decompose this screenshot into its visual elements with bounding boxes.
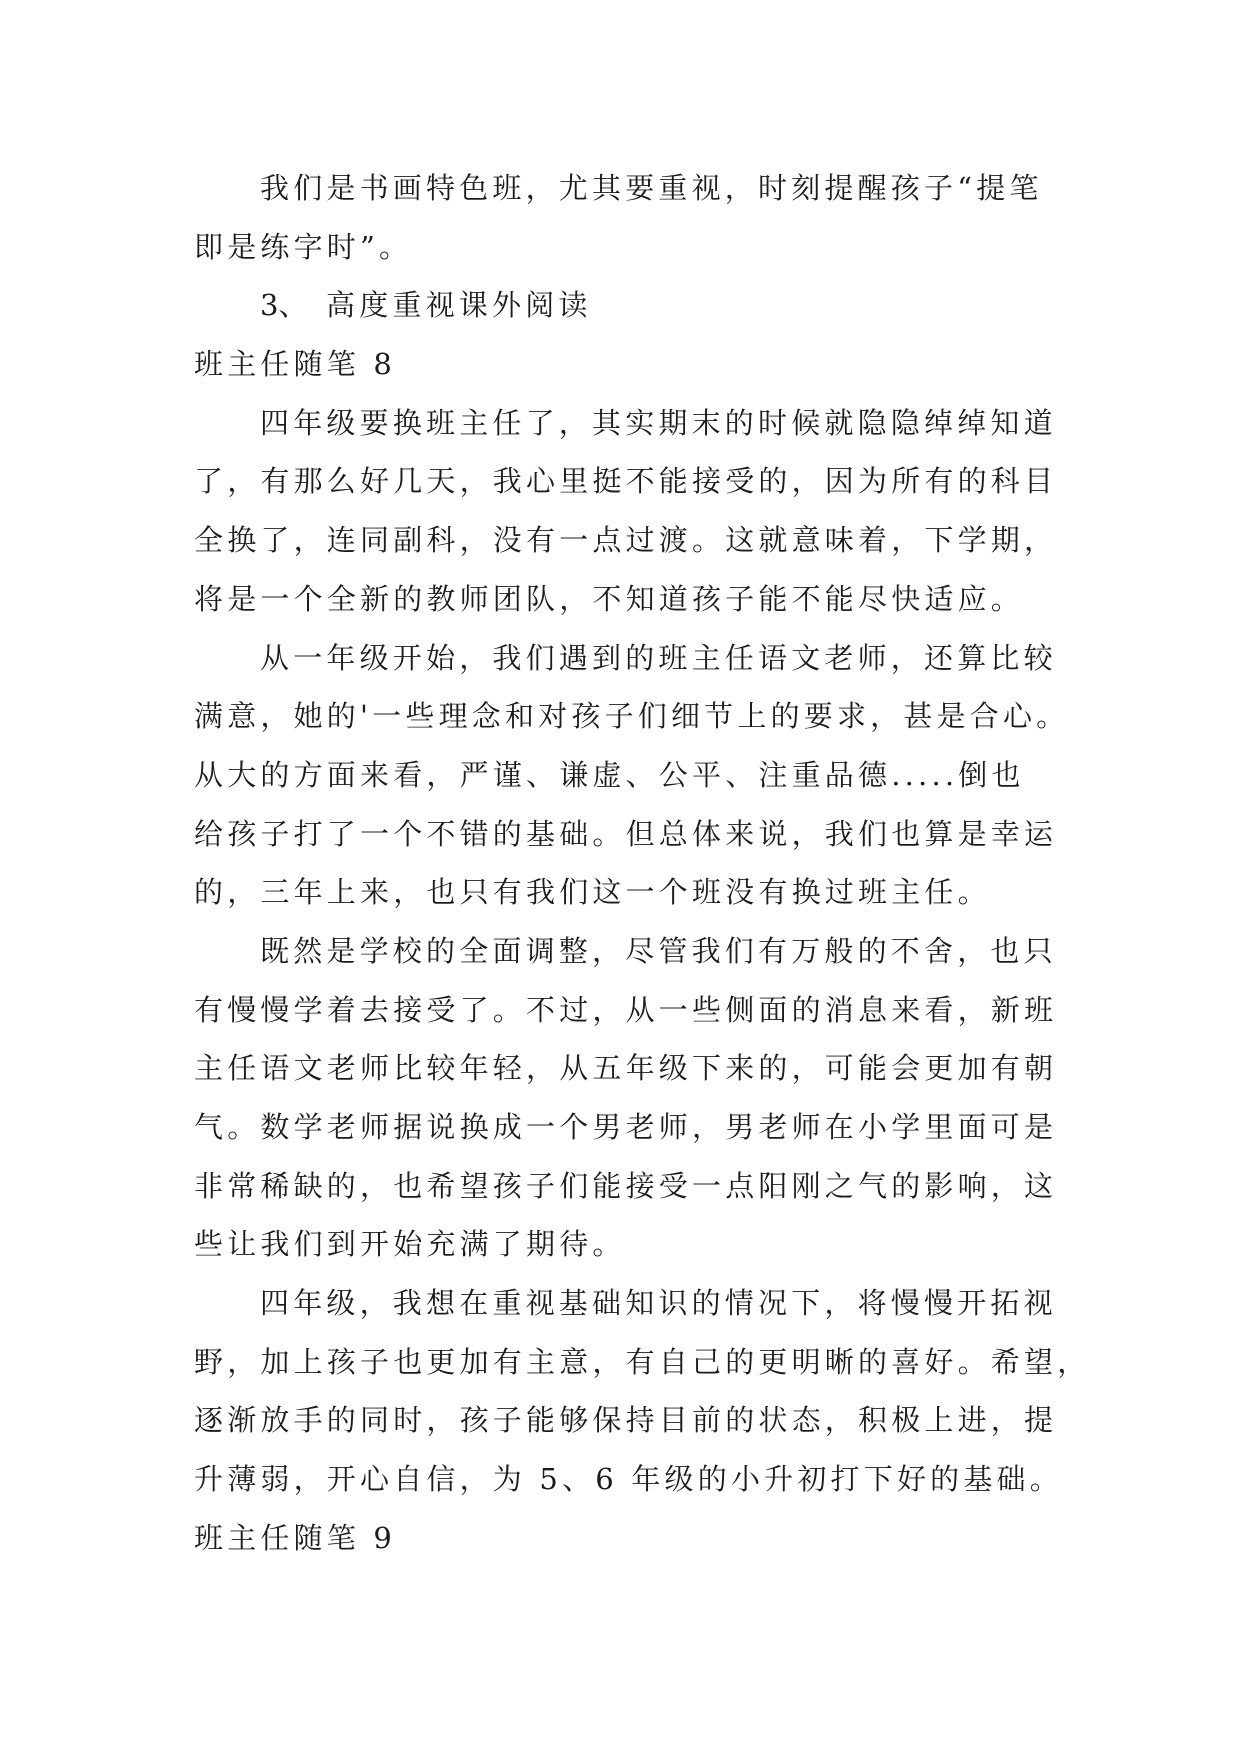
essay-title: 班主任随笔 8 [194,347,397,382]
paragraph-line: 四年级要换班主任了，其实期末的时候就隐隐绰绰知道 [260,405,1057,440]
paragraph-line: 从大的方面来看，严谨、谦虚、公平、注重品德.....倒也 [194,757,1025,792]
paragraph-line: 全换了，连同副科，没有一点过渡。这就意味着，下学期， [194,523,1058,558]
paragraph-line: 非常稀缺的，也希望孩子们能接受一点阳刚之气的影响，这 [194,1168,1058,1203]
paragraph-line: 主任语文老师比较年轻，从五年级下来的，可能会更加有朝 [194,1051,1058,1086]
paragraph-line: 即是练字时”。 [194,229,413,264]
paragraph-line: 满意，她的'一些理念和对孩子们细节上的要求，甚是合心。 [194,699,1070,734]
paragraph-line: 将是一个全新的教师团队，不知道孩子能不能尽快适应。 [194,581,1025,616]
paragraph-line: 从一年级开始，我们遇到的班主任语文老师，还算比较 [260,640,1057,675]
paragraph-line: 野，加上孩子也更加有主意，有自己的更明晰的喜好。希望， [194,1344,1091,1379]
paragraph-line: 升薄弱，开心自信，为 5、6 年级的小升初打下好的基础。 [194,1462,1063,1497]
list-item [194,276,1094,335]
paragraph-line: 有慢慢学着去接受了。不过，从一些侧面的消息来看，新班 [194,992,1058,1027]
paragraph-line: 气。数学老师据说换成一个男老师，男老师在小学里面可是 [194,1110,1058,1144]
list-item-number: 3、 [260,288,308,323]
paragraph-line: 给孩子打了一个不错的基础。但总体来说，我们也算是幸运 [194,816,1058,851]
document-page [194,159,1094,1568]
list-item-text: 高度重视课外阅读 [326,288,592,323]
paragraph-line: 的，三年上来，也只有我们这一个班没有换过班主任。 [194,875,991,910]
paragraph-line: 四年级，我想在重视基础知识的情况下，将慢慢开拓视 [260,1286,1057,1321]
paragraph-line: 了，有那么好几天，我心里挺不能接受的，因为所有的科目 [194,464,1058,499]
paragraph-line: 既然是学校的全面调整，尽管我们有万般的不舍，也只 [260,933,1057,968]
paragraph-line: 我们是书画特色班，尤其要重视，时刻提醒孩子“提笔 [260,171,1043,205]
paragraph-line: 些让我们到开始充满了期待。 [194,1227,626,1262]
essay-title: 班主任随笔 9 [194,1520,397,1555]
paragraph-line: 逐渐放手的同时，孩子能够保持目前的状态，积极上进，提 [194,1403,1058,1438]
